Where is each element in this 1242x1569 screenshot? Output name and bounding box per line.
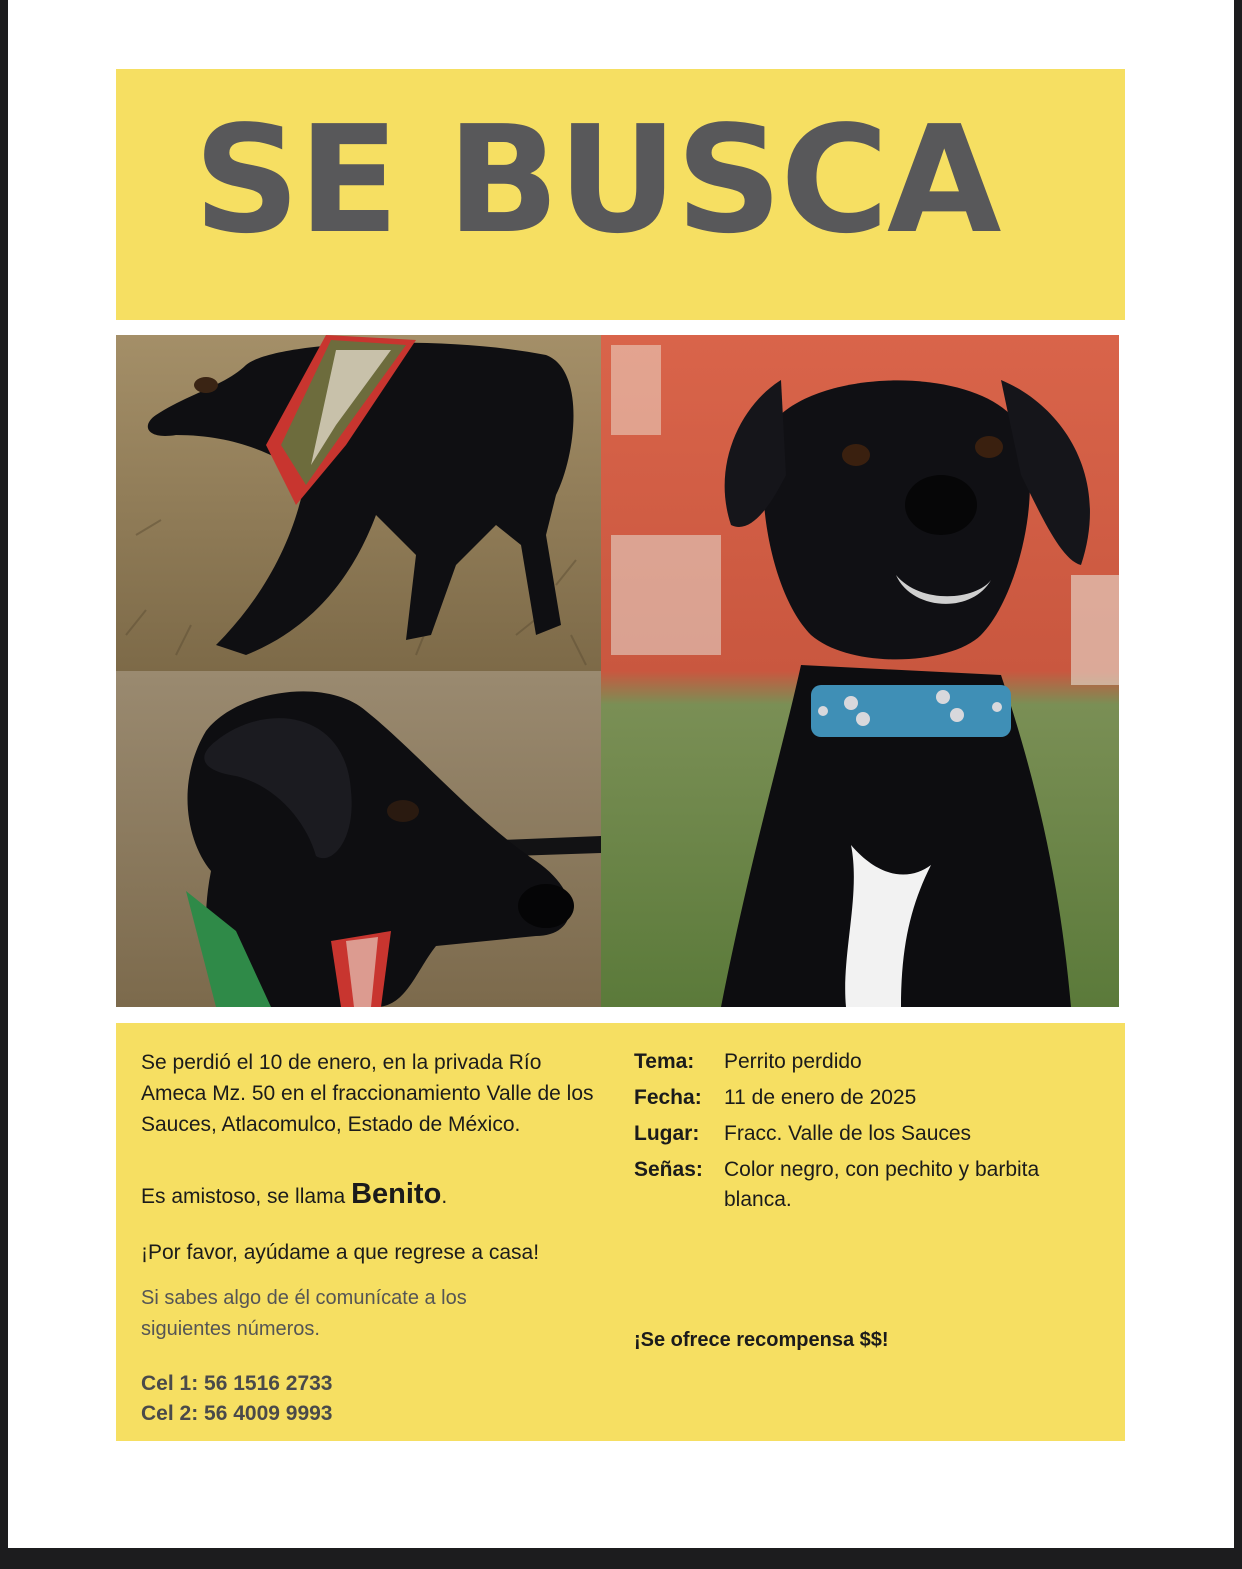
- plea-text: ¡Por favor, ayúdame a que regrese a casa!: [141, 1241, 540, 1264]
- lost-description: Se perdió el 10 de enero, en la privada Río Ameca Mz. 50 en el fraccionamiento Valle de los Sauces, Atlacomulco, Estado de México.: [141, 1051, 594, 1136]
- detail-key: Lugar:: [634, 1122, 700, 1145]
- detail-key: Señas:: [634, 1158, 703, 1181]
- detail-value: Color negro, con pechito y barbita blanca.: [724, 1158, 1040, 1211]
- contact-note: Si sabes algo de él comunícate a los siguientes números.: [141, 1287, 467, 1340]
- detail-value: 11 de enero de 2025: [724, 1086, 917, 1109]
- friendly-suffix: .: [441, 1185, 448, 1208]
- phone-number-2: Cel 2: 56 4009 9993: [141, 1402, 333, 1425]
- dog-photo-closeup: [116, 671, 601, 1007]
- dog-photo-portrait: [601, 335, 1119, 1007]
- poster-page: [8, 0, 1234, 1548]
- dog-name: Benito: [351, 1178, 442, 1210]
- detail-value: Fracc. Valle de los Sauces: [724, 1122, 972, 1145]
- phone-number-1: Cel 1: 56 1516 2733: [141, 1372, 333, 1395]
- detail-key: Tema:: [634, 1050, 695, 1073]
- reward-text: ¡Se ofrece recompensa $$!: [634, 1329, 889, 1351]
- title-banner: [116, 69, 1125, 320]
- dog-photo-side: [116, 335, 601, 671]
- poster-title: SE BUSCA: [193, 94, 1000, 266]
- info-panel: [116, 1023, 1125, 1441]
- detail-value: Perrito perdido: [724, 1050, 862, 1073]
- detail-key: Fecha:: [634, 1086, 702, 1109]
- friendly-line: [141, 1179, 447, 1212]
- friendly-prefix: Es amistoso, se llama: [141, 1185, 346, 1208]
